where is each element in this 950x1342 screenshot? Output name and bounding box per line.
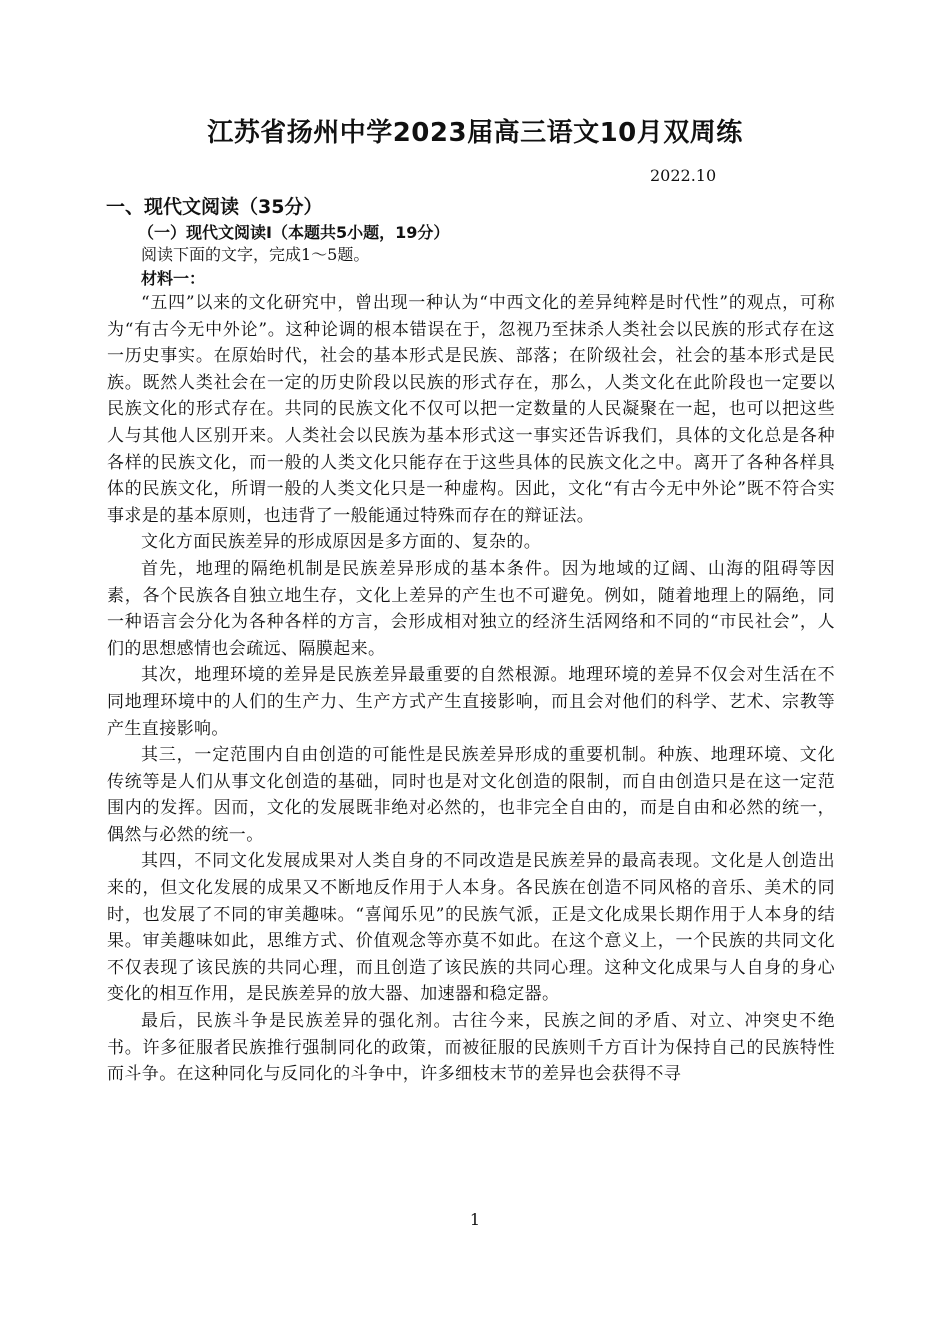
subsection-heading: （一）现代文阅读Ⅰ（本题共5小题，19分） bbox=[138, 223, 450, 242]
paragraph: 最后，民族斗争是民族差异的强化剂。古往今来，民族之间的矛盾、对立、冲突史不绝书。许多征服者民族推行强制同化的政策，而被征服的民族则千方百计为保持自己的民族特性而斗争。在这种同化与反同化的斗争中，许多细枝末节的差异也会获得不寻 bbox=[107, 1011, 835, 1085]
paragraph: 文化方面民族差异的形成原因是多方面的、复杂的。 bbox=[141, 532, 542, 553]
paragraph: 其三，一定范围内自由创造的可能性是民族差异形成的重要机制。种族、地理环境、文化传统等是人们从事文化创造的基础，同时也是对文化创造的限制，而自由创造只是在这一定范围内的发挥。因而，文化的发展既非绝对必然的，也非完全自由的，而是自由和必然的统一，偶然与必然的统一。 bbox=[107, 745, 835, 845]
document-title: 江苏省扬州中学2023届高三语文10月双周练 bbox=[207, 118, 743, 148]
material-label: 材料一： bbox=[141, 269, 206, 288]
section-heading: 一、现代文阅读（35分） bbox=[106, 196, 323, 218]
paragraph: 其次，地理环境的差异是民族差异最重要的自然根源。地理环境的差异不仅会对生活在不同地理环境中的人们的生产力、生产方式产生直接影响，而且会对他们的科学、艺术、宗教等产生直接影响。 bbox=[107, 665, 835, 739]
paragraph: “五四”以来的文化研究中，曾出现一种认为“中西文化的差异纯粹是时代性”的观点，可称为“有古今无中外论”。这种论调的根本错误在于，忽视乃至抹杀人类社会以民族的形式存在这一历史事实。在原始时代，社会的基本形式是民族、部落；在阶级社会，社会的基本形式是民族。既然人类社会在一定的历史阶段以民族的形式存在，那么，人类文化在此阶段也一定要以民族文化的形式存在。共同的民族文化不仅可以把一定数量的人民凝聚在一起，也可以把这些人与其他人区别开来。人类社会以民族为基本形式这一事实还告诉我们，具体的文化总是各种各样的民族文化，而一般的人类文化只能存在于这些具体的民族文化之中。离开了各种各样具体的民族文化，所谓一般的人类文化只是一种虚构。因此，文化“有古今无中外论”既不符合实事求是的基本原则，也违背了一般能通过特殊而存在的辩证法。 bbox=[107, 293, 835, 526]
page-number: 1 bbox=[469, 1210, 481, 1229]
reading-instruction: 阅读下面的文字，完成1～5题。 bbox=[141, 245, 370, 264]
paragraph: 其四，不同文化发展成果对人类自身的不同改造是民族差异的最高表现。文化是人创造出来的，但文化发展的成果又不断地反作用于人本身。各民族在创造不同风格的音乐、美术的同时，也发展了不同的审美趣味。“喜闻乐见”的民族气派，正是文化成果长期作用于人本身的结果。审美趣味如此，思维方式、价值观念等亦莫不如此。在这个意义上，一个民族的共同文化不仅表现了该民族的共同心理，而且创造了该民族的共同心理。这种文化成果与人自身的身心变化的相互作用，是民族差异的放大器、加速器和稳定器。 bbox=[107, 851, 835, 1005]
paragraph: 首先，地理的隔绝机制是民族差异形成的基本条件。因为地域的辽阔、山海的阻碍等因素，各个民族各自独立地生存，文化上差异的产生也不可避免。例如，随着地理上的隔绝，同一种语言会分化为各种各样的方言，会形成相对独立的经济生活网络和不同的“市民社会”，人们的思想感情也会疏远、隔膜起来。 bbox=[107, 558, 835, 659]
document-date: 2022.10 bbox=[650, 166, 717, 185]
passage-body bbox=[107, 290, 835, 1088]
